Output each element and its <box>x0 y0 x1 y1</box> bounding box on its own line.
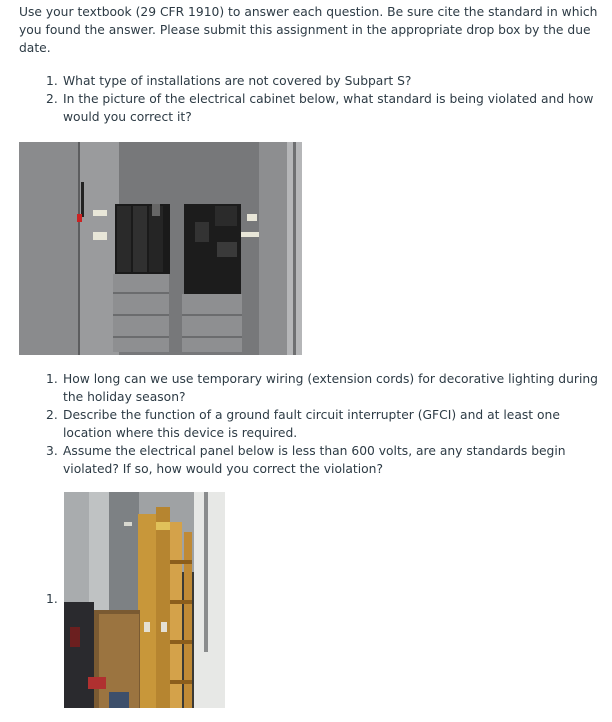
list-item <box>46 406 603 442</box>
question-list-1 <box>46 72 603 126</box>
instructions: Use your textbook (29 CFR 1910) to answer each question. Be sure cite the standard in which you found the answer. Please submit this assignment in the appropriate drop box by the due date. <box>19 5 598 55</box>
list-item <box>46 442 603 478</box>
question-text: What type of installations are not covered by Subpart S? <box>63 74 412 88</box>
list-item <box>46 90 603 126</box>
list-number: 2. <box>46 408 58 422</box>
ladders-blocking-panel-photo <box>64 492 225 708</box>
question-text: How long can we use temporary wiring (extension cords) for decorative lighting during the holiday season? <box>63 372 598 404</box>
question-text: Describe the function of a ground fault circuit interrupter (GFCI) and at least one location where this device is required. <box>63 408 560 440</box>
list-number: 1. <box>46 74 58 88</box>
question-text: In the picture of the electrical cabinet below, what standard is being violated and how would you correct it? <box>63 92 594 124</box>
list-number: 1. <box>46 372 58 386</box>
list-number: 2. <box>46 92 58 106</box>
list-number: 3. <box>46 444 58 458</box>
list-number: 1. <box>46 592 58 606</box>
list-item <box>46 370 603 406</box>
question-list-2 <box>46 370 603 478</box>
list-item <box>46 72 603 90</box>
question-text: Assume the electrical panel below is less than 600 volts, are any standards begin violated? If so, how would you correct the violation? <box>63 444 566 476</box>
electrical-cabinet-photo <box>19 142 302 355</box>
